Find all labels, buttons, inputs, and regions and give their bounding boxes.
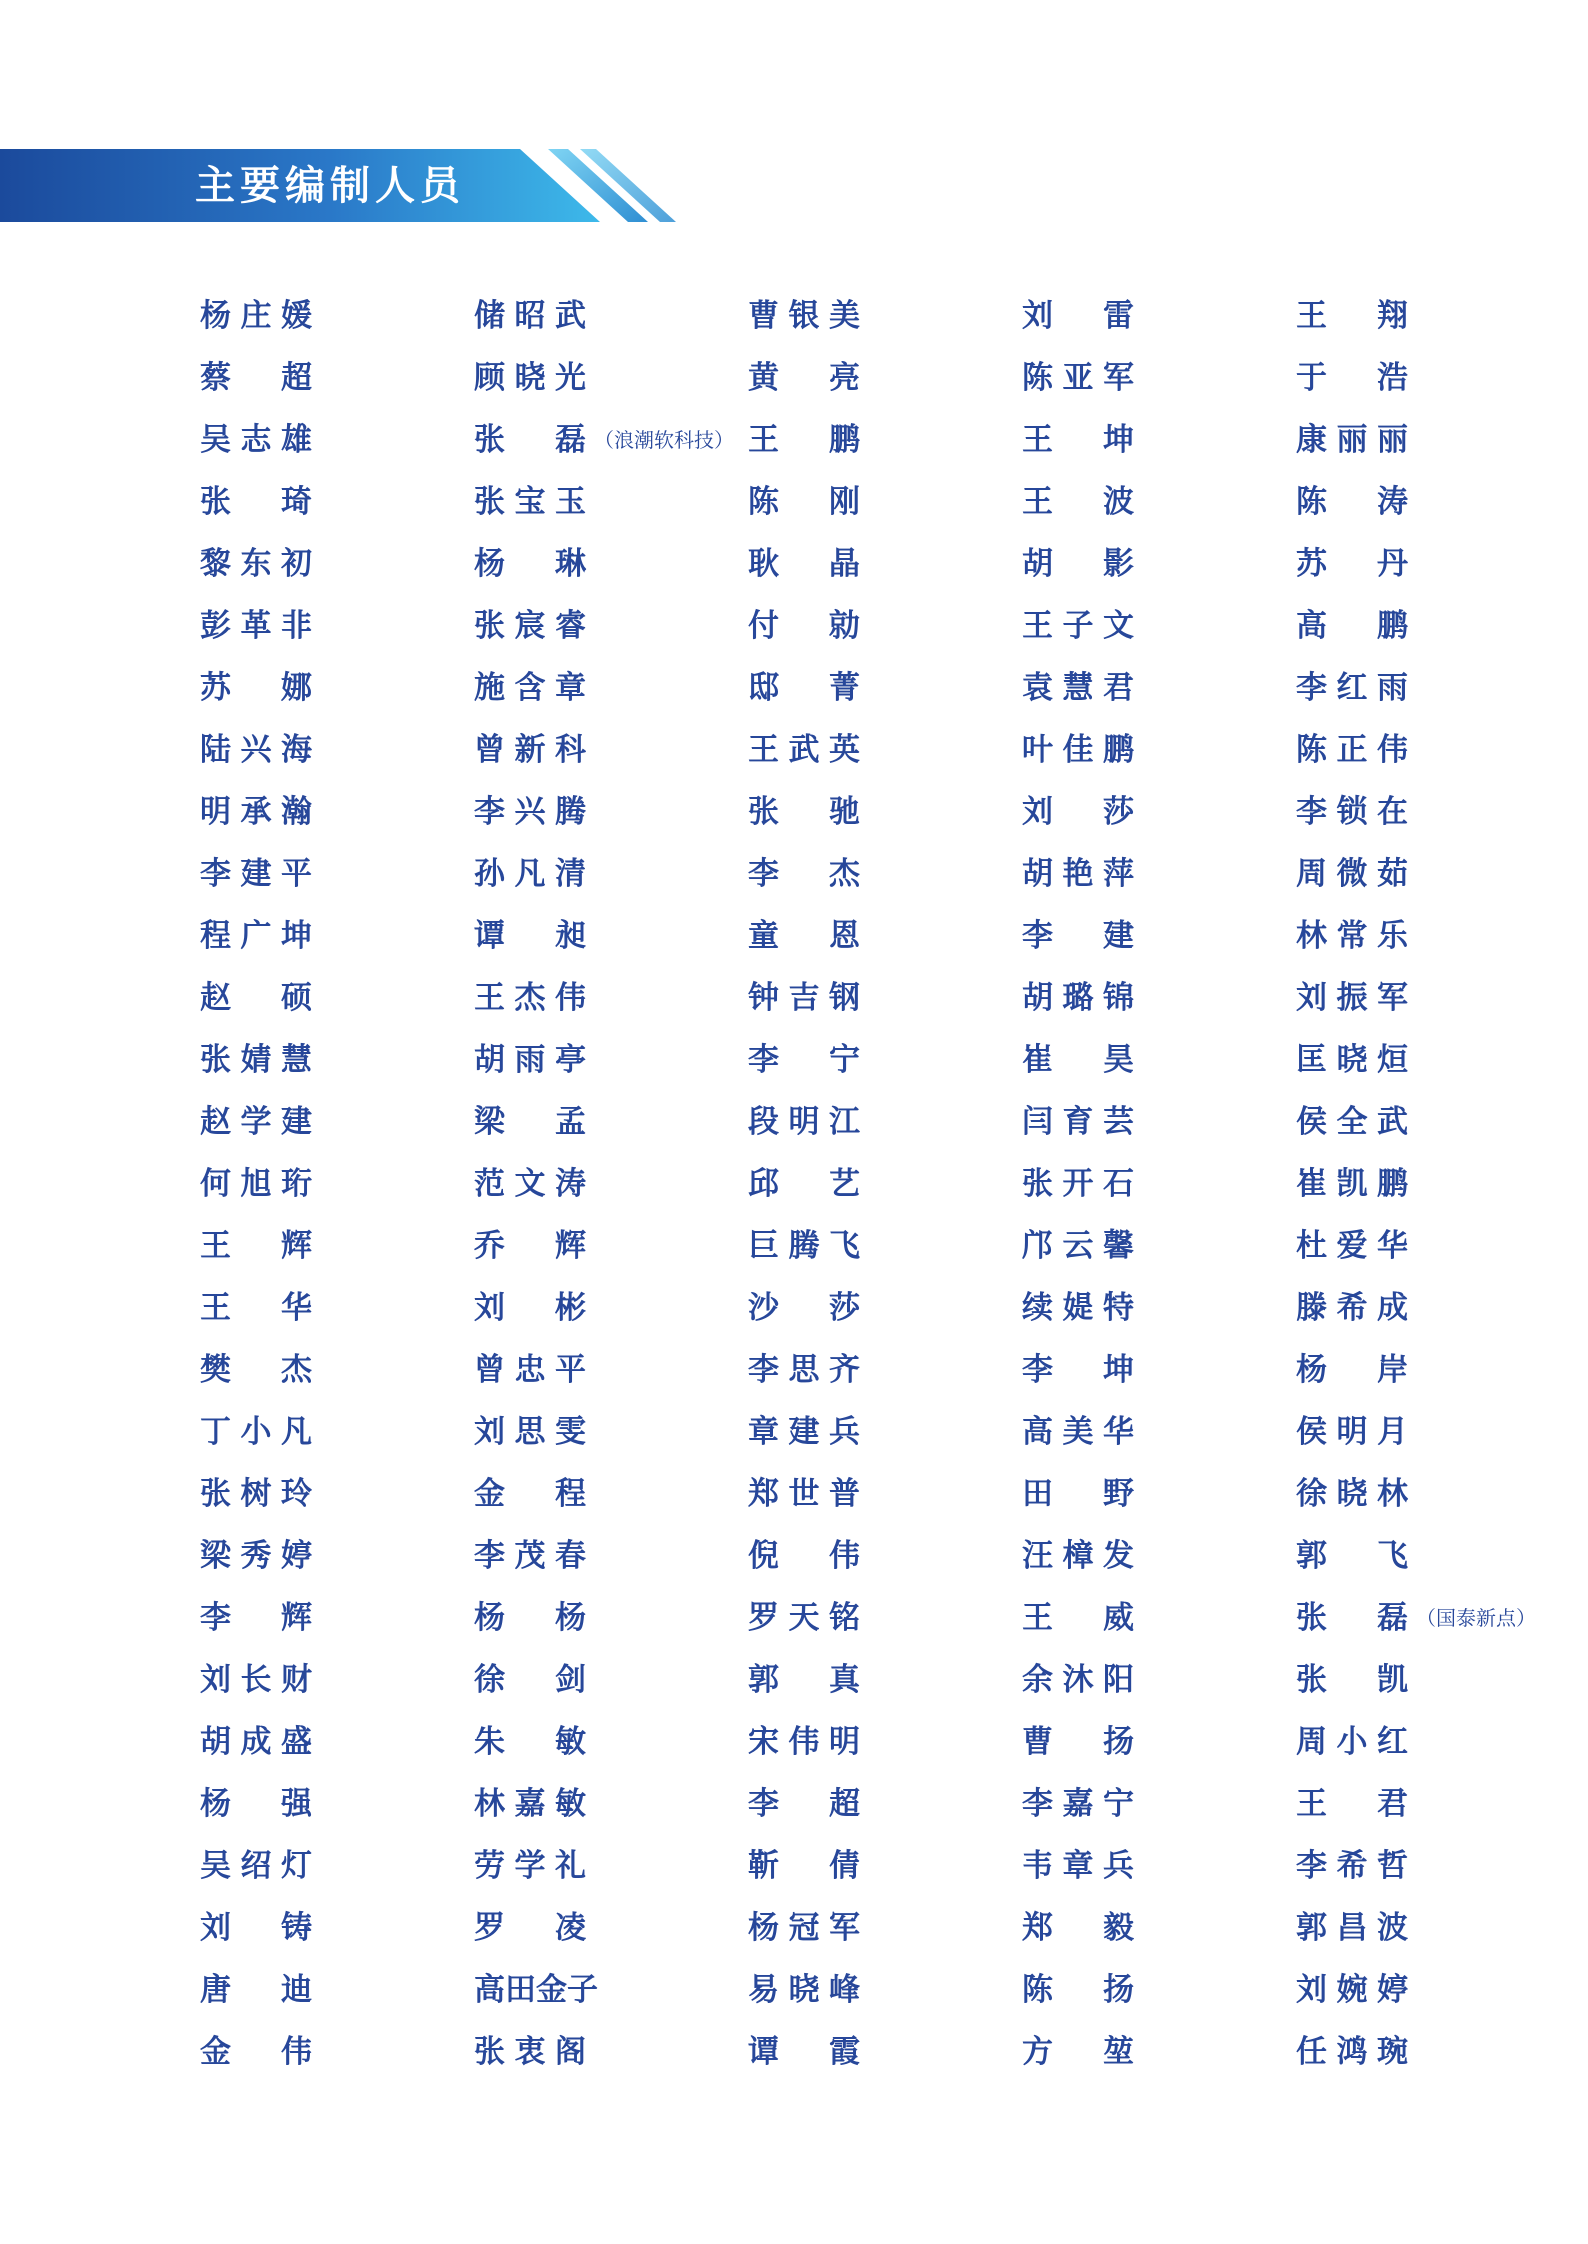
name-entry (1022, 1587, 1134, 1649)
person-name: 段明江 (748, 1104, 860, 1140)
name-entry (1022, 2021, 1134, 2083)
person-name: 曹银美 (748, 298, 860, 334)
person-name: 杜爱华 (1296, 1228, 1408, 1264)
name-entry (200, 1835, 312, 1897)
person-name: 陈正伟 (1296, 732, 1408, 768)
person-name: 王武英 (748, 732, 860, 768)
person-name: 陈扬 (1022, 1972, 1134, 2008)
person-name: 高鹏 (1296, 608, 1408, 644)
name-entry (200, 595, 312, 657)
name-entry (1296, 1091, 1408, 1153)
person-name: 韦章兵 (1022, 1848, 1134, 1884)
person-name: 高田金子 (474, 1972, 598, 2008)
person-name: 王杰伟 (474, 980, 586, 1016)
name-entry (200, 1959, 312, 2021)
name-entry (474, 595, 586, 657)
person-name: 李希哲 (1296, 1848, 1408, 1884)
person-name: 李茂春 (474, 1538, 586, 1574)
person-name: 侯全武 (1296, 1104, 1408, 1140)
name-entry (748, 347, 860, 409)
name-entry (200, 1401, 312, 1463)
name-entry (474, 1215, 586, 1277)
name-entry (200, 781, 312, 843)
name-entry (1022, 1773, 1134, 1835)
name-entry (200, 719, 312, 781)
name-column-2 (474, 285, 734, 2083)
person-name: 李杰 (748, 856, 860, 892)
name-entry (474, 1649, 586, 1711)
person-name: 彭革非 (200, 608, 312, 644)
name-entry (200, 1773, 312, 1835)
person-name: 李超 (748, 1786, 860, 1822)
name-entry (748, 595, 860, 657)
person-name: 张驰 (748, 794, 860, 830)
name-entry (1022, 1835, 1134, 1897)
person-name: 赵学建 (200, 1104, 312, 1140)
name-entry (1022, 1029, 1134, 1091)
name-entry (748, 2021, 860, 2083)
name-entry (1022, 967, 1134, 1029)
name-entry (474, 347, 586, 409)
person-name: 李兴腾 (474, 794, 586, 830)
name-entry (200, 2021, 312, 2083)
name-entry (200, 1215, 312, 1277)
name-entry (200, 409, 312, 471)
person-name: 唐迪 (200, 1972, 312, 2008)
person-name: 刘铸 (200, 1910, 312, 1946)
person-name: 张衷阁 (474, 2034, 586, 2070)
name-entry (748, 533, 860, 595)
name-entry (748, 1091, 860, 1153)
name-entry (1296, 1215, 1408, 1277)
person-name: 金伟 (200, 2034, 312, 2070)
person-name: 耿晶 (748, 546, 860, 582)
person-name: 杨琳 (474, 546, 586, 582)
name-column-3 (748, 285, 860, 2083)
person-name: 孙凡清 (474, 856, 586, 892)
name-entry (200, 1525, 312, 1587)
name-entry (200, 1153, 312, 1215)
name-entry (200, 471, 312, 533)
name-entry (1296, 719, 1408, 781)
person-name: 苏丹 (1296, 546, 1408, 582)
name-entry (748, 1401, 860, 1463)
name-entry (748, 1649, 860, 1711)
person-name: 李嘉宁 (1022, 1786, 1134, 1822)
person-name: 梁孟 (474, 1104, 586, 1140)
name-entry (748, 1277, 860, 1339)
person-name: 张树玲 (200, 1476, 312, 1512)
person-name: 刘彬 (474, 1290, 586, 1326)
name-entry (474, 1711, 586, 1773)
name-entry (748, 657, 860, 719)
person-name: 胡成盛 (200, 1724, 312, 1760)
name-entry (474, 1463, 586, 1525)
person-name: 张磊 (1296, 1600, 1408, 1636)
name-entry (1022, 471, 1134, 533)
person-name: 杨冠军 (748, 1910, 860, 1946)
name-column-1 (200, 285, 312, 2083)
person-name: 邱艺 (748, 1166, 860, 1202)
name-entry (1022, 285, 1134, 347)
name-entry (474, 1091, 586, 1153)
name-entry (1296, 1959, 1408, 2021)
name-entry (200, 533, 312, 595)
person-name: 李建 (1022, 918, 1134, 954)
person-name: 曾忠平 (474, 1352, 586, 1388)
name-entry (1022, 595, 1134, 657)
name-entry (474, 1525, 586, 1587)
name-entry (1022, 1277, 1134, 1339)
name-entry (1022, 657, 1134, 719)
name-entry (1022, 1711, 1134, 1773)
person-name: 胡艳萍 (1022, 856, 1134, 892)
name-entry (474, 2021, 586, 2083)
person-name: 丁小凡 (200, 1414, 312, 1450)
person-name: 杨杨 (474, 1600, 586, 1636)
name-entry (1296, 843, 1408, 905)
name-entry (474, 1835, 586, 1897)
person-name: 崔昊 (1022, 1042, 1134, 1078)
name-entry (1022, 1215, 1134, 1277)
name-entry (200, 1091, 312, 1153)
name-entry (474, 719, 586, 781)
person-name: 钟吉钢 (748, 980, 860, 1016)
name-entry (1022, 533, 1134, 595)
person-name: 周微茹 (1296, 856, 1408, 892)
name-entry (200, 905, 312, 967)
name-entry (1022, 1153, 1134, 1215)
name-entry (1022, 409, 1134, 471)
name-entry (474, 657, 586, 719)
person-name: 张开石 (1022, 1166, 1134, 1202)
person-name: 李建平 (200, 856, 312, 892)
person-name: 吴绍灯 (200, 1848, 312, 1884)
name-entry (748, 1153, 860, 1215)
name-entry (200, 1277, 312, 1339)
person-name: 乔辉 (474, 1228, 586, 1264)
person-name: 何旭珩 (200, 1166, 312, 1202)
name-entry (474, 1277, 586, 1339)
name-column-5 (1296, 285, 1536, 2083)
name-entry (200, 347, 312, 409)
person-name: 赵硕 (200, 980, 312, 1016)
person-name: 王波 (1022, 484, 1134, 520)
person-name: 刘婉婷 (1296, 1972, 1408, 2008)
person-name: 叶佳鹏 (1022, 732, 1134, 768)
person-name: 储昭武 (474, 298, 586, 334)
name-entry (200, 1649, 312, 1711)
name-entry (200, 1587, 312, 1649)
person-name: 王辉 (200, 1228, 312, 1264)
person-name: 曹扬 (1022, 1724, 1134, 1760)
name-entry (748, 1215, 860, 1277)
person-name: 高美华 (1022, 1414, 1134, 1450)
person-name: 滕希成 (1296, 1290, 1408, 1326)
person-name: 罗凌 (474, 1910, 586, 1946)
name-entry (1296, 657, 1408, 719)
name-entry (1296, 1153, 1408, 1215)
person-name: 袁慧君 (1022, 670, 1134, 706)
name-entry (474, 843, 586, 905)
person-name: 章建兵 (748, 1414, 860, 1450)
person-name: 王威 (1022, 1600, 1134, 1636)
name-entry (1296, 285, 1408, 347)
person-name: 张磊 (474, 422, 586, 458)
name-entry (474, 967, 586, 1029)
person-name: 杨强 (200, 1786, 312, 1822)
person-name: 明承瀚 (200, 794, 312, 830)
person-name: 胡影 (1022, 546, 1134, 582)
name-entry (1022, 347, 1134, 409)
name-entry (1296, 2021, 1408, 2083)
name-entry (748, 1525, 860, 1587)
name-entry (1296, 1525, 1408, 1587)
person-name: 罗天铭 (748, 1600, 860, 1636)
name-entry (748, 1835, 860, 1897)
name-entry (748, 1463, 860, 1525)
person-name: 李坤 (1022, 1352, 1134, 1388)
person-name: 巨腾飞 (748, 1228, 860, 1264)
name-entry (474, 1897, 586, 1959)
name-entry (748, 1587, 860, 1649)
person-name: 郭昌波 (1296, 1910, 1408, 1946)
name-entry (1022, 1091, 1134, 1153)
name-entry (474, 409, 734, 471)
person-name: 刘思雯 (474, 1414, 586, 1450)
person-name: 张宝玉 (474, 484, 586, 520)
person-name: 陆兴海 (200, 732, 312, 768)
name-entry (748, 1959, 860, 2021)
name-entry (748, 471, 860, 533)
name-entry (474, 285, 586, 347)
name-entry (200, 657, 312, 719)
person-name: 周小红 (1296, 1724, 1408, 1760)
affiliation-note: （浪潮软科技） (594, 428, 734, 452)
person-name: 崔凯鹏 (1296, 1166, 1408, 1202)
person-name: 顾晓光 (474, 360, 586, 396)
person-name: 郑世普 (748, 1476, 860, 1512)
person-name: 蔡超 (200, 360, 312, 396)
name-entry (474, 905, 586, 967)
person-name: 梁秀婷 (200, 1538, 312, 1574)
person-name: 靳倩 (748, 1848, 860, 1884)
name-entry (1296, 1463, 1408, 1525)
person-name: 王子文 (1022, 608, 1134, 644)
person-name: 胡璐锦 (1022, 980, 1134, 1016)
name-entry (748, 967, 860, 1029)
person-name: 张婧慧 (200, 1042, 312, 1078)
person-name: 续媞特 (1022, 1290, 1134, 1326)
person-name: 金程 (474, 1476, 586, 1512)
person-name: 胡雨亭 (474, 1042, 586, 1078)
name-entry (1296, 533, 1408, 595)
person-name: 王君 (1296, 1786, 1408, 1822)
person-name: 李红雨 (1296, 670, 1408, 706)
name-entry (1296, 409, 1408, 471)
name-entry (1022, 1401, 1134, 1463)
name-entry (200, 1463, 312, 1525)
person-name: 曾新科 (474, 732, 586, 768)
person-name: 张凯 (1296, 1662, 1408, 1698)
name-entry (1022, 1649, 1134, 1711)
name-entry (1022, 1897, 1134, 1959)
name-entry (474, 1339, 586, 1401)
person-name: 宋伟明 (748, 1724, 860, 1760)
person-name: 黄亮 (748, 360, 860, 396)
name-entry (1022, 1959, 1134, 2021)
name-entry (748, 285, 860, 347)
name-entry (1296, 1029, 1408, 1091)
name-entry (1296, 1339, 1408, 1401)
person-name: 方堃 (1022, 2034, 1134, 2070)
name-entry (1022, 843, 1134, 905)
person-name: 匡晓烜 (1296, 1042, 1408, 1078)
person-name: 李锁在 (1296, 794, 1408, 830)
person-name: 王坤 (1022, 422, 1134, 458)
person-name: 汪樟发 (1022, 1538, 1134, 1574)
name-entry (1296, 1401, 1408, 1463)
person-name: 于浩 (1296, 360, 1408, 396)
name-entry (1296, 471, 1408, 533)
name-entry (1296, 1649, 1408, 1711)
person-name: 程广坤 (200, 918, 312, 954)
name-entry (474, 533, 586, 595)
name-entry (474, 1029, 586, 1091)
person-name: 任鸿琬 (1296, 2034, 1408, 2070)
name-entry (200, 967, 312, 1029)
person-name: 王华 (200, 1290, 312, 1326)
person-name: 苏娜 (200, 670, 312, 706)
name-entry (200, 285, 312, 347)
person-name: 刘振军 (1296, 980, 1408, 1016)
person-name: 付勍 (748, 608, 860, 644)
name-entry (1296, 1897, 1408, 1959)
name-entry (748, 1029, 860, 1091)
person-name: 郑毅 (1022, 1910, 1134, 1946)
person-name: 徐剑 (474, 1662, 586, 1698)
person-name: 杨岸 (1296, 1352, 1408, 1388)
person-name: 康丽丽 (1296, 422, 1408, 458)
name-entry (1022, 1339, 1134, 1401)
person-name: 杨庄媛 (200, 298, 312, 334)
person-name: 谭霞 (748, 2034, 860, 2070)
person-name: 李宁 (748, 1042, 860, 1078)
name-entry (474, 471, 586, 533)
person-name: 童恩 (748, 918, 860, 954)
person-name: 樊杰 (200, 1352, 312, 1388)
name-entry (748, 1711, 860, 1773)
person-name: 余沐阳 (1022, 1662, 1134, 1698)
person-name: 朱敏 (474, 1724, 586, 1760)
person-name: 陈亚军 (1022, 360, 1134, 396)
name-entry (474, 1959, 598, 2021)
name-entry (200, 843, 312, 905)
person-name: 吴志雄 (200, 422, 312, 458)
person-name: 徐晓林 (1296, 1476, 1408, 1512)
name-entry (1296, 1835, 1408, 1897)
name-entry (1296, 781, 1408, 843)
person-name: 黎东初 (200, 546, 312, 582)
person-name: 张琦 (200, 484, 312, 520)
name-column-4 (1022, 285, 1134, 2083)
person-name: 范文涛 (474, 1166, 586, 1202)
name-entry (1296, 905, 1408, 967)
person-name: 郭真 (748, 1662, 860, 1698)
name-entry (748, 781, 860, 843)
name-entry (1296, 595, 1408, 657)
affiliation-note: （国泰新点） (1416, 1606, 1536, 1630)
person-name: 沙莎 (748, 1290, 860, 1326)
person-name: 闫育芸 (1022, 1104, 1134, 1140)
person-name: 田野 (1022, 1476, 1134, 1512)
name-entry (200, 1029, 312, 1091)
person-name: 施含章 (474, 670, 586, 706)
name-entry (474, 1153, 586, 1215)
name-entry (1296, 1587, 1536, 1649)
person-name: 王翔 (1296, 298, 1408, 334)
person-name: 倪伟 (748, 1538, 860, 1574)
name-entry (474, 781, 586, 843)
name-entry (748, 1773, 860, 1835)
name-entry (474, 1773, 586, 1835)
name-entry (748, 409, 860, 471)
person-name: 张宸睿 (474, 608, 586, 644)
name-entry (1022, 1525, 1134, 1587)
name-entry (474, 1587, 586, 1649)
name-entry (748, 1897, 860, 1959)
name-entry (200, 1339, 312, 1401)
person-name: 陈涛 (1296, 484, 1408, 520)
name-entry (1296, 347, 1408, 409)
person-name: 李辉 (200, 1600, 312, 1636)
name-entry (1296, 1711, 1408, 1773)
name-entry (1022, 905, 1134, 967)
name-entry (1022, 1463, 1134, 1525)
person-name: 陈刚 (748, 484, 860, 520)
name-entry (200, 1711, 312, 1773)
person-name: 李思齐 (748, 1352, 860, 1388)
person-name: 王鹏 (748, 422, 860, 458)
person-name: 劳学礼 (474, 1848, 586, 1884)
person-name: 刘长财 (200, 1662, 312, 1698)
name-entry (1022, 719, 1134, 781)
name-entry (1022, 781, 1134, 843)
name-entry (1296, 1773, 1408, 1835)
name-entry (748, 905, 860, 967)
name-entry (1296, 967, 1408, 1029)
person-name: 林嘉敏 (474, 1786, 586, 1822)
person-name: 林常乐 (1296, 918, 1408, 954)
person-name: 邝云馨 (1022, 1228, 1134, 1264)
name-entry (200, 1897, 312, 1959)
person-name: 刘雷 (1022, 298, 1134, 334)
name-entry (474, 1401, 586, 1463)
person-name: 邸菁 (748, 670, 860, 706)
person-name: 谭昶 (474, 918, 586, 954)
person-name: 易晓峰 (748, 1972, 860, 2008)
section-title: 主要编制人员 (195, 163, 465, 209)
person-name: 侯明月 (1296, 1414, 1408, 1450)
person-name: 刘莎 (1022, 794, 1134, 830)
name-entry (1296, 1277, 1408, 1339)
name-entry (748, 1339, 860, 1401)
person-name: 郭飞 (1296, 1538, 1408, 1574)
name-entry (748, 843, 860, 905)
name-entry (748, 719, 860, 781)
